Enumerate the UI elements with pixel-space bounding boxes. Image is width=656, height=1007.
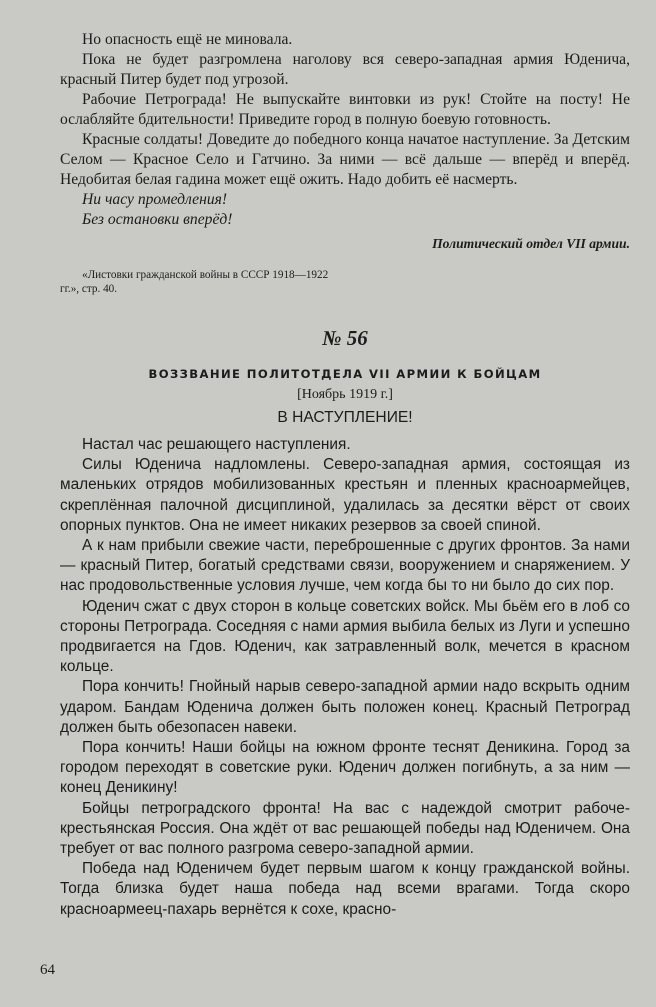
paragraph: А к нам прибыли свежие части, переброшенные с других фронтов. За нами — красный Питер, богатый средствами связи, вооружением и снаряжением. У нас продовольственные условия лучше, чем когда бы то ни было до сих пор. (60, 537, 630, 595)
slogan: Без остановки вперёд! (82, 211, 233, 228)
page-content (60, 30, 630, 920)
paragraph: Победа над Юденичем будет первым шагом к концу гражданской войны. Тогда близка будет наша победа над всеми врагами. Тогда скоро красноармеец-пахарь вернётся к сохе, красно- (60, 860, 630, 918)
document-number: № 56 (322, 326, 368, 350)
document-body (60, 435, 630, 920)
document-date: [Ноябрь 1919 г.] (297, 387, 393, 402)
top-section (60, 30, 630, 296)
paragraph: Пора кончить! Гнойный нарыв северо-западной армии надо вскрыть одним ударом. Бандам Юденича должен быть положен конец. Красный Петроград должен быть обезопасен навеки. (60, 678, 630, 736)
source-citation: «Листовки гражданской войны в СССР 1918—1922 гг.», стр. 40. (60, 269, 329, 295)
document-heading: В НАСТУПЛЕНИЕ! (277, 409, 413, 426)
page-number: 64 (40, 962, 55, 978)
slogan: Ни часу промедления! (82, 191, 228, 208)
paragraph: Но опасность ещё не миновала. (82, 31, 293, 48)
paragraph: Красные солдаты! Доведите до победного конца начатое наступление. За Детским Селом — Красное Село и Гатчино. За ними — всё дальше — вперёд и вперёд. Недобитая белая гадина может ещё ожить. Надо добить её насмерть. (60, 131, 630, 188)
paragraph: Юденич сжат с двух сторон в кольце советских войск. Мы бьём его в лоб со стороны Петрограда. Соседняя с нами армия выбила белых из Луги и успешно продвигается на Гдов. Юденич, как затравленный волк, мечется в красном кольце. (60, 597, 630, 676)
signature: Политический отдел VII армии. (432, 236, 630, 251)
paragraph: Пока не будет разгромлена наголову вся северо-западная армия Юденича, красный Питер будет под угрозой. (60, 51, 630, 88)
paragraph: Настал час решающего наступления. (82, 436, 351, 453)
paragraph: Силы Юденича надломлены. Северо-западная армия, состоящая из маленьких отрядов мобилизованных крестьян и пленных красноармейцев, скреплённая палочной дисциплиной, удалилась за десятки вёрст от своих опорных пунктов. Она не имеет никаких резервов за своей спиной. (60, 456, 630, 534)
paragraph: Рабочие Петрограда! Не выпускайте винтовки из рук! Стойте на посту! Не ослабляйте бдительности! Приведите город в полную боевую готовность. (60, 91, 630, 128)
document-title: ВОЗЗВАНИЕ ПОЛИТОТДЕЛА VII АРМИИ К БОЙЦАМ (148, 367, 542, 381)
paragraph: Пора кончить! Наши бойцы на южном фронте теснят Деникина. Город за городом переходят в советские руки. Юденич должен погибнуть, а за ним — конец Деникину! (60, 739, 630, 797)
paragraph: Бойцы петроградского фронта! На вас с надеждой смотрит рабоче-крестьянская Россия. Она ждёт от вас решающей победы над Юденичем. Она требует от вас полного разгрома северо-западной армии. (60, 799, 630, 858)
